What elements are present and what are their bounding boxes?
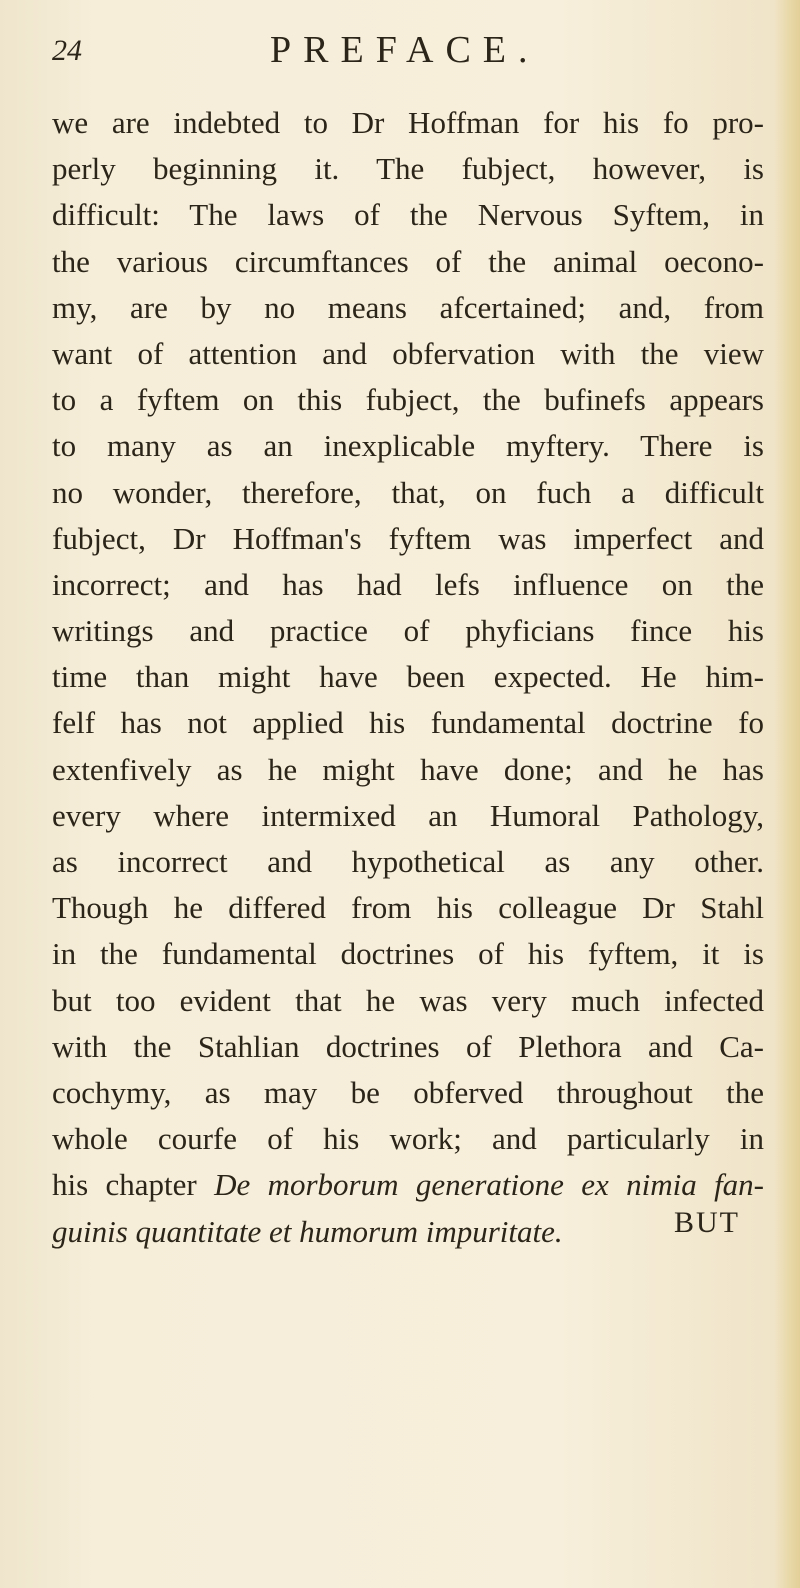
text-line: no wonder, therefore, that, on fuch a difficult bbox=[52, 474, 764, 510]
running-head: PREFACE. bbox=[270, 29, 540, 71]
text-line: to many as an inexplicable myftery. There is bbox=[52, 428, 764, 464]
text-line: Though he differed from his colleague Dr Stahl bbox=[52, 890, 764, 926]
text-line: the various circumftances of the animal oecono- bbox=[52, 243, 764, 279]
text-line: as incorrect and hypothetical as any other. bbox=[52, 844, 764, 879]
text-line: cochymy, as may be obferved throughout the bbox=[52, 1074, 764, 1110]
text-line: to a fyftem on this fubject, the bufinefs appears bbox=[52, 382, 764, 418]
text-line: perly beginning it. The fubject, however, is bbox=[52, 151, 764, 187]
text-line-citation-end: guinis quantitate et humorum impuritate. bbox=[52, 1213, 563, 1249]
text-line: felf has not applied his fundamental doctrine fo bbox=[52, 705, 764, 741]
text-line: writings and practice of phyficians fince his bbox=[52, 613, 764, 649]
text-line: my, are by no means afcertained; and, from bbox=[52, 289, 764, 325]
citation-lead-in: his chapter bbox=[52, 1167, 215, 1203]
catchword: BUT bbox=[674, 1206, 740, 1239]
text-line: want of attention and obfervation with the view bbox=[52, 335, 764, 371]
page-edge-shading bbox=[774, 0, 800, 1588]
text-line: every where intermixed an Humoral Pathology, bbox=[52, 797, 764, 833]
text-line-citation bbox=[52, 1162, 764, 1208]
text-line: fubject, Dr Hoffman's fyftem was imperfect and bbox=[52, 520, 764, 556]
text-line: we are indebted to Dr Hoffman for his fo pro- bbox=[52, 105, 764, 140]
text-line: incorrect; and has had lefs influence on the bbox=[52, 566, 764, 602]
text-line: in the fundamental doctrines of his fyftem, it is bbox=[52, 936, 764, 972]
text-line: difficult: The laws of the Nervous Syftem, in bbox=[52, 197, 764, 233]
text-line: extenfively as he might have done; and he has bbox=[52, 751, 764, 787]
body-text bbox=[52, 100, 764, 1255]
text-line: with the Stahlian doctrines of Plethora and Ca- bbox=[52, 1028, 764, 1064]
citation-title-italic: De morborum generatione ex nimia fan- bbox=[214, 1167, 765, 1203]
page-number: 24 bbox=[52, 34, 82, 67]
text-line: but too evident that he was very much infected bbox=[52, 982, 764, 1018]
text-line: whole courfe of his work; and particularly in bbox=[52, 1121, 764, 1157]
page-header bbox=[52, 28, 752, 78]
text-line: time than might have been expected. He him- bbox=[52, 659, 764, 695]
